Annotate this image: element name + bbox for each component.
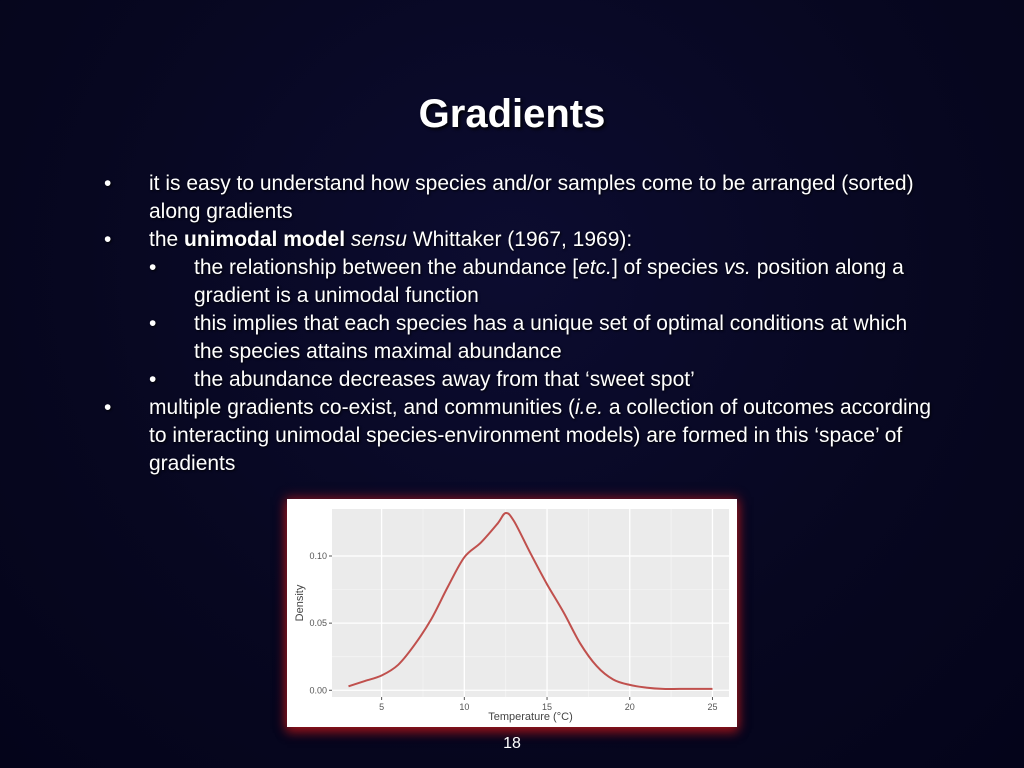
bullet-text: it is easy to understand how species and/or samples come to be arranged (sorted) along gradients [149, 172, 914, 223]
bullet-text: multiple gradients co-exist, and communities ( [149, 396, 576, 419]
bullet-text: Whittaker (1967, 1969): [406, 228, 633, 251]
x-tick-label: 10 [459, 702, 470, 712]
bullet-marker: • [104, 172, 112, 195]
slide-title: Gradients [418, 92, 606, 136]
bullet-text: ] of species [611, 256, 725, 279]
bullet-text: this implies that each species has a unique set of optimal conditions at which the species attains maximal abundance [194, 312, 908, 363]
bullet-text-italic: sensu [350, 228, 407, 251]
x-axis-label: Temperature (°C) [488, 711, 573, 723]
bullet-text: the [149, 228, 185, 251]
bullet-item [104, 394, 934, 478]
bullet-marker: • [149, 312, 157, 335]
density-chart [287, 499, 737, 727]
page-number: 18 [503, 735, 521, 752]
x-tick-label: 5 [379, 702, 385, 712]
bullet-text-italic: etc. [578, 256, 612, 279]
bullet-text-italic: vs. [724, 256, 751, 279]
sub-bullet-item [104, 310, 934, 366]
x-tick-label: 15 [542, 702, 553, 712]
bullet-text: the relationship between the abundance [ [194, 256, 579, 279]
y-tick-label: 0.00 [309, 685, 327, 696]
x-tick-label: 20 [624, 702, 635, 712]
bullet-text: position along a gradient is a unimodal function [194, 256, 904, 307]
bullet-marker: • [149, 256, 157, 279]
bullet-item [104, 170, 934, 226]
bullet-marker: • [104, 396, 112, 419]
y-axis-label: Density [294, 584, 306, 622]
bullet-list [104, 170, 934, 478]
bullet-text-italic: i.e. [575, 396, 604, 419]
x-tick-label: 25 [707, 702, 718, 712]
y-tick-label: 0.10 [309, 551, 327, 561]
bullet-text: the abundance decreases away from that ‘sweet spot’ [194, 368, 695, 391]
bullet-item [104, 226, 934, 254]
bullet-marker: • [104, 228, 112, 251]
y-tick-label: 0.05 [309, 618, 327, 629]
sub-bullet-item [104, 366, 934, 394]
bullet-marker: • [149, 368, 157, 391]
density-plot-svg [287, 499, 737, 727]
sub-bullet-item [104, 254, 934, 310]
bullet-text-bold: unimodal model [184, 228, 346, 251]
bullet-text: a collection of outcomes according to interacting unimodal species-environment models) are formed in this ‘space’ of gradients [149, 396, 932, 475]
